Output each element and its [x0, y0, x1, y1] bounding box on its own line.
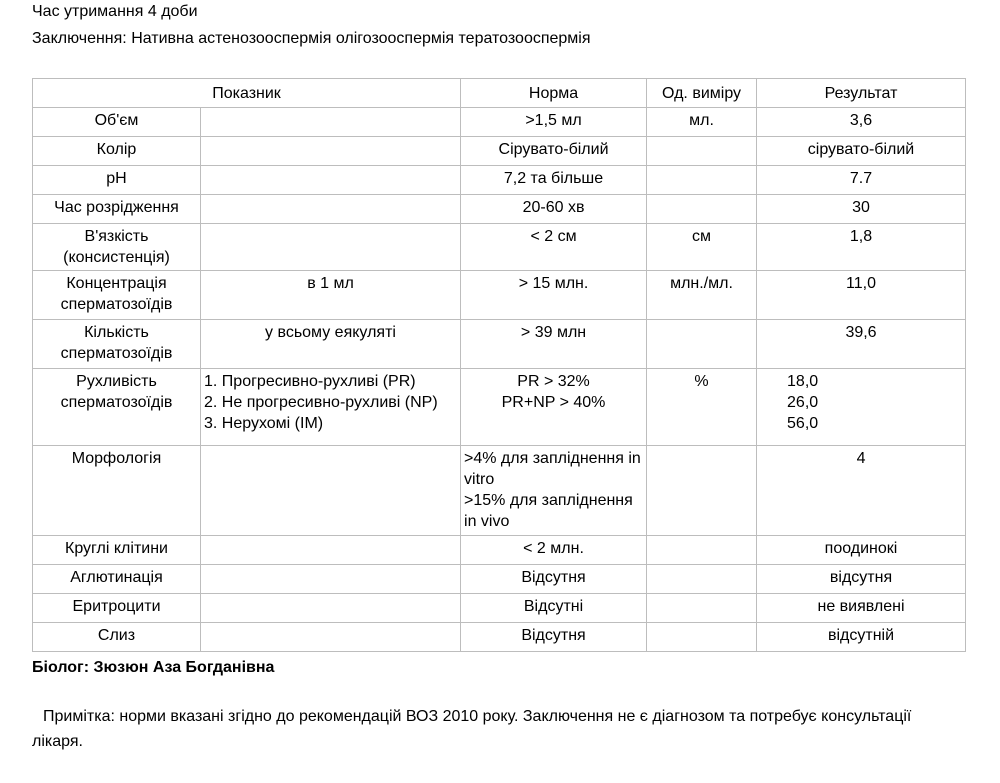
indicator-cell-line: Об'єм	[94, 112, 139, 129]
indicator-cell-line: pH	[106, 170, 127, 187]
result-cell-line: 39,6	[845, 324, 877, 341]
norm-cell	[461, 594, 647, 623]
sub-indicator-cell	[201, 108, 461, 137]
indicator-cell	[33, 108, 201, 137]
sub-indicator-cell	[201, 224, 461, 271]
unit-cell: мл.	[647, 108, 757, 137]
indicator-cell	[33, 137, 201, 166]
norm-cell-line: < 2 млн.	[523, 540, 584, 557]
unit-cell	[647, 320, 757, 369]
result-cell-line: не виявлені	[817, 598, 905, 615]
sub-indicator-cell-line: 1. Прогресивно-рухливі (PR)	[204, 373, 416, 390]
table-row	[33, 446, 966, 536]
result-cell	[757, 137, 966, 166]
unit-cell	[647, 166, 757, 195]
unit-cell	[647, 137, 757, 166]
unit-cell	[647, 565, 757, 594]
result-cell-line: відсутня	[829, 569, 893, 586]
abstinence-time: Час утримання 4 доби	[32, 3, 198, 20]
norm-cell-line: Сірувато-білий	[498, 141, 609, 158]
norm-cell-line: < 2 см	[530, 228, 577, 245]
table-row	[33, 623, 966, 652]
norm-cell-line: >1,5 мл	[525, 112, 582, 129]
sub-indicator-cell	[201, 166, 461, 195]
indicator-cell-line: сперматозоїдів	[60, 394, 173, 411]
indicator-cell-line: Концентрація	[66, 275, 167, 292]
result-cell	[757, 271, 966, 320]
norm-cell	[461, 195, 647, 224]
norm-cell	[461, 369, 647, 446]
norm-cell	[461, 137, 647, 166]
sub-indicator-cell-line: 2. Не прогресивно-рухливі (NP)	[204, 394, 438, 411]
table-row	[33, 536, 966, 565]
result-cell-line: 11,0	[846, 275, 876, 292]
indicator-cell	[33, 224, 201, 271]
norm-cell	[461, 446, 647, 536]
norm-cell-line: Відсутня	[521, 569, 586, 586]
unit-cell: см	[647, 224, 757, 271]
result-cell-line: відсутній	[827, 627, 895, 644]
sub-indicator-cell	[201, 446, 461, 536]
table-row	[33, 271, 966, 320]
footnote: Примітка: норми вказані згідно до рекомендацій ВОЗ 2010 року. Заключення не є діагнозом та потребує консультації лікаря.	[32, 708, 912, 750]
indicator-cell	[33, 565, 201, 594]
sub-indicator-cell	[201, 594, 461, 623]
result-cell	[757, 446, 966, 536]
norm-cell	[461, 320, 647, 369]
indicator-cell	[33, 446, 201, 536]
unit-cell: %	[647, 369, 757, 446]
biologist-signature: Біолог: Зюзюн Аза Богданівна	[32, 659, 275, 676]
table-row	[33, 224, 966, 271]
result-cell	[757, 224, 966, 271]
table-row	[33, 369, 966, 446]
column-header-result: Результат	[757, 79, 966, 108]
result-cell	[757, 536, 966, 565]
unit-cell	[647, 594, 757, 623]
result-cell-line: 26,0	[787, 394, 819, 411]
table-row	[33, 320, 966, 369]
result-cell-line: 1,8	[849, 228, 873, 245]
table-row	[33, 108, 966, 137]
table-row	[33, 137, 966, 166]
indicator-cell	[33, 536, 201, 565]
indicator-cell	[33, 623, 201, 652]
unit-cell: млн./мл.	[647, 271, 757, 320]
norm-cell-line: >15% для запліднення in vivo	[464, 492, 633, 530]
semen-analysis-table	[32, 78, 966, 652]
result-cell	[757, 369, 966, 446]
indicator-cell-line: Кількість	[84, 324, 149, 341]
result-cell	[757, 108, 966, 137]
indicator-cell	[33, 271, 201, 320]
indicator-cell-line: Час розрідження	[54, 199, 179, 216]
table-header-row	[33, 79, 966, 108]
table-body	[33, 108, 966, 652]
result-cell-line: сірувато-білий	[807, 141, 915, 158]
indicator-cell	[33, 320, 201, 369]
sub-indicator-cell	[201, 369, 461, 446]
norm-cell-line: Відсутні	[523, 598, 584, 615]
indicator-cell-line: сперматозоїдів	[60, 345, 173, 362]
sub-indicator-cell	[201, 271, 461, 320]
indicator-cell-line: Колір	[96, 141, 137, 158]
result-cell	[757, 594, 966, 623]
result-cell-line: 4	[856, 450, 866, 467]
conclusion: Заключення: Нативна астенозооспермія олігозооспермія тератозооспермія	[32, 30, 591, 47]
norm-cell-line: > 15 млн.	[518, 275, 589, 292]
result-cell	[757, 565, 966, 594]
indicator-cell-line: Круглі клітини	[65, 540, 168, 557]
indicator-cell-line: Морфологія	[71, 450, 162, 467]
result-cell-line: поодинокі	[824, 540, 898, 557]
sub-indicator-cell	[201, 623, 461, 652]
norm-cell-line: PR+NP > 40%	[501, 394, 606, 411]
result-cell-line: 56,0	[787, 415, 819, 432]
result-cell	[757, 166, 966, 195]
result-cell	[757, 623, 966, 652]
indicator-cell-line: (консистенція)	[63, 249, 170, 266]
table-row	[33, 166, 966, 195]
sub-indicator-cell	[201, 195, 461, 224]
unit-cell	[647, 446, 757, 536]
unit-cell	[647, 195, 757, 224]
indicator-cell-line: В'язкість	[84, 228, 149, 245]
result-cell-line: 7.7	[849, 170, 873, 187]
unit-cell	[647, 623, 757, 652]
result-cell-line: 3,6	[849, 112, 873, 129]
table-row	[33, 195, 966, 224]
result-cell-line: 18,0	[787, 373, 819, 390]
norm-cell	[461, 271, 647, 320]
sub-indicator-cell	[201, 320, 461, 369]
result-cell-line: 30	[852, 199, 870, 216]
table-row	[33, 565, 966, 594]
indicator-cell-line: Рухливість	[76, 373, 157, 390]
norm-cell	[461, 224, 647, 271]
indicator-cell	[33, 594, 201, 623]
sub-indicator-cell	[201, 536, 461, 565]
column-header-unit: Од. виміру	[647, 79, 757, 108]
result-cell	[757, 195, 966, 224]
norm-cell	[461, 536, 647, 565]
norm-cell	[461, 108, 647, 137]
unit-cell	[647, 536, 757, 565]
column-header-indicator: Показник	[33, 79, 461, 108]
indicator-cell-line: Аглютинація	[70, 569, 163, 586]
norm-cell	[461, 166, 647, 195]
indicator-cell	[33, 195, 201, 224]
norm-cell-line: 7,2 та більше	[503, 170, 604, 187]
norm-cell-line: Відсутня	[521, 627, 586, 644]
sub-indicator-cell	[201, 137, 461, 166]
norm-cell-line: >4% для запліднення in vitro	[464, 450, 641, 488]
sub-indicator-cell	[201, 565, 461, 594]
table-row	[33, 594, 966, 623]
indicator-cell-line: Еритроцити	[72, 598, 161, 615]
norm-cell-line: PR > 32%	[517, 373, 590, 390]
norm-cell-line: 20-60 хв	[522, 199, 585, 216]
norm-cell-line: > 39 млн	[520, 324, 587, 341]
sub-indicator-cell-line: в 1 мл	[307, 275, 354, 292]
norm-cell	[461, 623, 647, 652]
sub-indicator-cell-line: 3. Нерухомі (IM)	[204, 415, 324, 432]
norm-cell	[461, 565, 647, 594]
indicator-cell	[33, 369, 201, 446]
indicator-cell	[33, 166, 201, 195]
result-cell	[757, 320, 966, 369]
sub-indicator-cell-line: у всьому еякуляті	[265, 324, 396, 341]
indicator-cell-line: сперматозоїдів	[60, 296, 173, 313]
indicator-cell-line: Слиз	[97, 627, 136, 644]
column-header-norm: Норма	[461, 79, 647, 108]
